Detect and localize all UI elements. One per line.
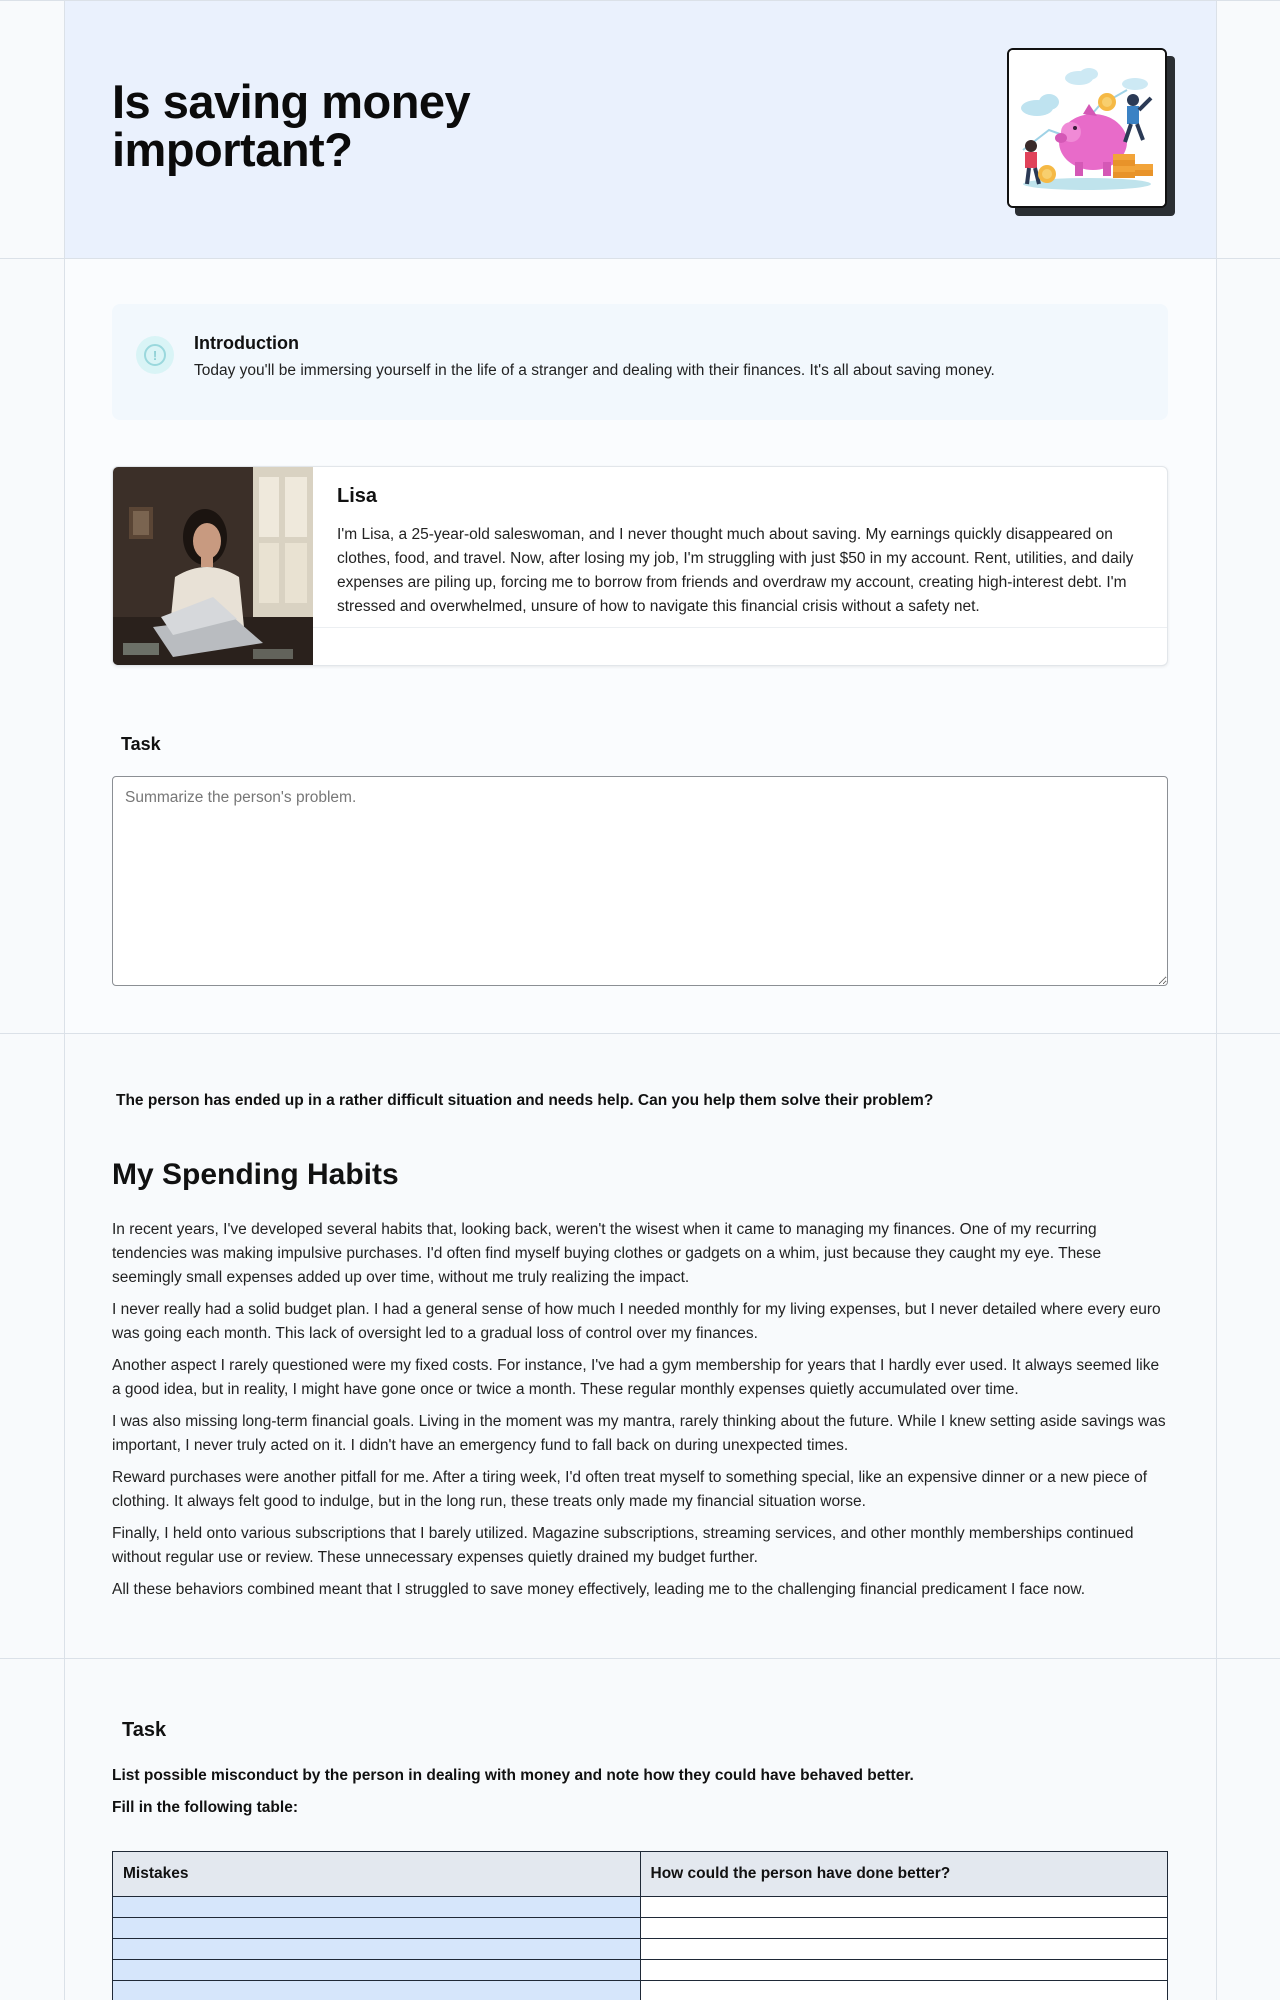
- grid-line-right: [1216, 0, 1217, 2000]
- habits-body: [112, 1218, 1172, 1610]
- mistake-cell[interactable]: [113, 1939, 641, 1960]
- intro-text: Today you'll be immersing yourself in the life of a stranger and dealing with their finances. It's all about saving money.: [194, 362, 995, 379]
- improvement-input[interactable]: [641, 1897, 1168, 1917]
- spending-habits-section: [64, 1034, 1216, 1658]
- woman-with-laptop-photo: [113, 467, 313, 666]
- mistake-cell[interactable]: [113, 1897, 641, 1918]
- improvement-cell[interactable]: [640, 1939, 1168, 1960]
- persona-bio: I'm Lisa, a 25-year-old saleswoman, and I never thought much about saving. My earnings quickly disappeared on clothes, food, and travel. Now, after losing my job, I'm struggling with just $50 in my account. Rent, utilities, and daily expenses are piling up, forcing me to borrow from friends and overdraw my account, creating high-interest debt. I'm stressed and overwhelmed, unsure of how to navigate this financial crisis without a safety net.: [337, 526, 1134, 615]
- intro-title: Introduction: [194, 333, 299, 353]
- mistake-input[interactable]: [113, 1981, 640, 2000]
- intro-box: [112, 304, 1168, 420]
- grid-line-left: [64, 0, 65, 2000]
- page-title: Is saving money important?: [112, 75, 471, 176]
- mistake-input[interactable]: [113, 1939, 640, 1959]
- fill-in-instruction: Fill in the following table:: [112, 1799, 298, 1816]
- improvement-input[interactable]: [641, 1918, 1168, 1938]
- mistake-cell[interactable]: [113, 1918, 641, 1939]
- mistake-cell[interactable]: [113, 1981, 641, 2000]
- habits-paragraph: In recent years, I've developed several habits that, looking back, weren't the wisest when it came to managing my finances. One of my recurring tendencies was making impulsive purchases. I'd often find myself buying clothes or gadgets on a whim, just because they caught my eye. These seemingly small expenses added up over time, without me truly realizing the impact.: [112, 1221, 1102, 1286]
- grid-line-top: [0, 0, 1280, 1]
- column-header-mistakes: Mistakes: [113, 1852, 641, 1897]
- mistake-input[interactable]: [113, 1918, 640, 1938]
- table-row: [113, 1981, 1168, 2000]
- card-divider: [313, 627, 1168, 628]
- habits-paragraph: Another aspect I rarely questioned were my fixed costs. For instance, I've had a gym membership for years that I hardly ever used. It always seemed like a good idea, but in reality, I might have gone once or twice a month. These regular monthly expenses quietly accumulated over time.: [112, 1357, 1160, 1398]
- column-header-improvements: How could the person have done better?: [640, 1852, 1168, 1897]
- table-row: [113, 1918, 1168, 1939]
- task-label: Task: [122, 1719, 167, 1741]
- mistake-input[interactable]: [113, 1960, 640, 1980]
- improvement-input[interactable]: [641, 1981, 1168, 2000]
- table-row: [113, 1897, 1168, 1918]
- habits-paragraph: Finally, I held onto various subscriptions that I barely utilized. Magazine subscriptions, streaming services, and other monthly memberships continued without regular use or review. These unnecessary expenses quietly drained my budget further.: [112, 1525, 1134, 1566]
- grid-line-section1-bottom: [0, 1033, 1280, 1034]
- habits-paragraph: I never really had a solid budget plan. I had a general sense of how much I needed monthly for my living expenses, but I never detailed where every euro was going each month. This lack of oversight led to a gradual loss of control over my finances.: [112, 1301, 1161, 1342]
- grid-line-section2-bottom: [0, 1658, 1280, 1659]
- habits-paragraph: I was also missing long-term financial goals. Living in the moment was my mantra, rarely thinking about the future. While I knew setting aside savings was important, I never truly acted on it. I didn't have an emergency fund to fall back on during unexpected times.: [112, 1413, 1166, 1454]
- task-instruction: List possible misconduct by the person in dealing with money and note how they could have behaved better.: [112, 1767, 914, 1784]
- help-prompt: The person has ended up in a rather difficult situation and needs help. Can you help them solve their problem?: [116, 1092, 934, 1109]
- page-header: [64, 0, 1216, 258]
- piggy-bank-illustration-icon: [1007, 48, 1167, 208]
- improvement-input[interactable]: [641, 1939, 1168, 1959]
- problem-summary-input[interactable]: [112, 776, 1168, 986]
- improvement-cell[interactable]: [640, 1897, 1168, 1918]
- task-label: Task: [121, 734, 161, 754]
- improvement-cell[interactable]: [640, 1981, 1168, 2000]
- improvement-cell[interactable]: [640, 1918, 1168, 1939]
- persona-name: Lisa: [337, 485, 378, 507]
- improvement-cell[interactable]: [640, 1960, 1168, 1981]
- persona-card: [112, 466, 1168, 666]
- grid-line-header-bottom: [0, 258, 1280, 259]
- info-icon: [136, 336, 174, 374]
- mistake-input[interactable]: [113, 1897, 640, 1917]
- info-icon-glyph: !: [144, 344, 166, 366]
- habits-paragraph: Reward purchases were another pitfall for me. After a tiring week, I'd often treat myself to something special, like an expensive dinner or a new piece of clothing. It always felt good to indulge, but in the long run, these treats only made my financial situation worse.: [112, 1469, 1148, 1510]
- improvement-input[interactable]: [641, 1960, 1168, 1980]
- mistake-cell[interactable]: [113, 1960, 641, 1981]
- mistakes-table: [112, 1851, 1168, 2000]
- habits-title: My Spending Habits: [112, 1158, 399, 1191]
- habits-paragraph: All these behaviors combined meant that I struggled to save money effectively, leading me to the challenging financial predicament I face now.: [112, 1581, 1086, 1598]
- mistakes-task-section: [64, 1659, 1216, 2000]
- table-row: [113, 1939, 1168, 1960]
- intro-section: [64, 258, 1216, 1033]
- table-row: [113, 1960, 1168, 1981]
